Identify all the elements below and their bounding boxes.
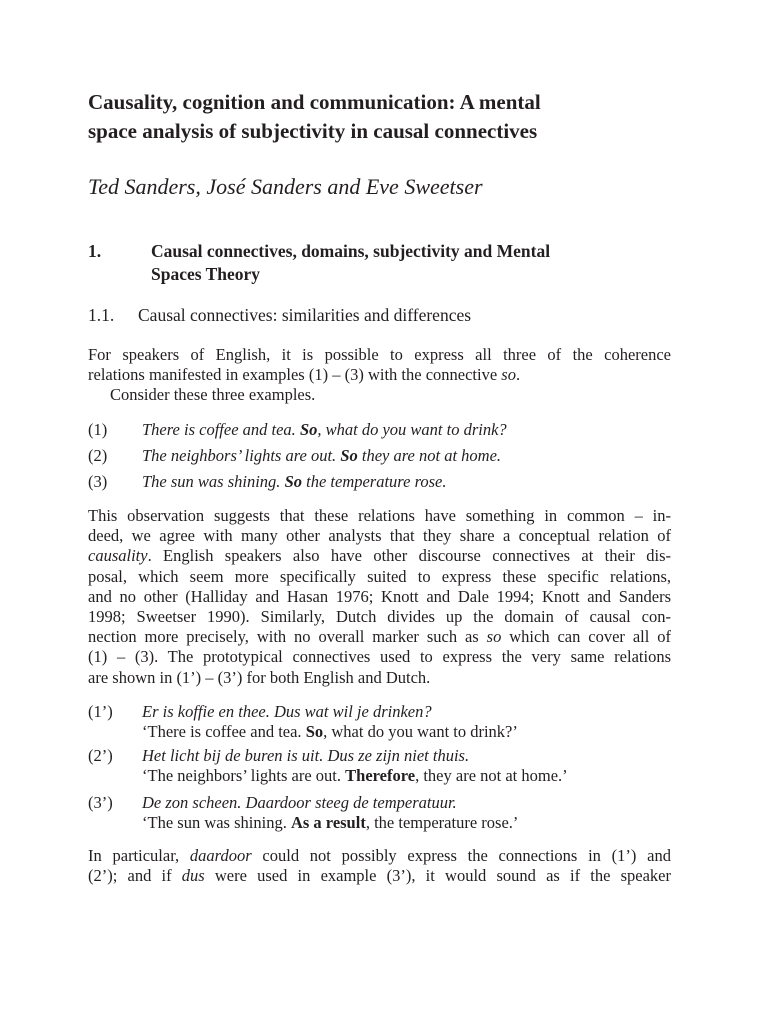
text-line: For speakers of English, it is possible to express all three of the coherence <box>88 345 671 364</box>
text-run: The sun was shining. <box>142 472 285 491</box>
text-run: In particular, <box>88 846 190 865</box>
example-2 <box>88 446 688 466</box>
connective-term: So <box>299 420 318 439</box>
text-run: , what do you want to drink? <box>317 420 507 439</box>
paragraph-1 <box>88 345 671 406</box>
dutch-text: Er is koffie en thee. Dus wat wil je drinken? <box>142 702 432 721</box>
text-run: , the temperature rose.’ <box>365 813 519 832</box>
paragraph-3 <box>88 846 671 886</box>
section-title-line-1: Causal connectives, domains, subjectivity and Mental <box>151 241 551 261</box>
text-run: (2’); and if <box>88 866 182 886</box>
english-gloss <box>142 813 688 833</box>
connective-term: Therefore <box>345 766 416 785</box>
text-run: , they are not at home.’ <box>415 766 568 785</box>
example-number: (3) <box>88 472 108 491</box>
example-number: (2’) <box>88 746 113 765</box>
text-line: Consider these three examples. <box>110 385 316 405</box>
text-line: This observation suggests that these relations have something in common – in- <box>88 506 671 525</box>
text-line: 1998; Sweetser 1990). Similarly, Dutch divides up the domain of causal con- <box>88 607 671 627</box>
text-run: The neighbors’ lights are out. <box>142 446 341 465</box>
section-title-line-2: Spaces Theory <box>151 264 261 284</box>
connective-term: So <box>284 472 302 491</box>
text-run: nection more precisely, with no overall marker such as <box>88 627 487 647</box>
example-text <box>142 472 688 492</box>
example-number: (1’) <box>88 702 113 721</box>
connective-term: As a result <box>290 813 366 832</box>
authors: Ted Sanders, José Sanders and Eve Sweetser <box>88 174 483 199</box>
example-text <box>142 420 688 440</box>
text-run: There is coffee and tea. <box>142 420 300 439</box>
emphasis-term: causality <box>88 546 148 566</box>
text-run: the temperature rose. <box>302 472 447 491</box>
text-run: ‘The sun was shining. <box>142 813 291 832</box>
example-number: (3’) <box>88 793 113 812</box>
example-3 <box>88 472 688 492</box>
text-line: (1) – (3). The prototypical connectives used to express the very same relations <box>88 647 671 667</box>
text-line <box>88 627 671 647</box>
dutch-text: De zon scheen. Daardoor steeg de temperatuur. <box>142 793 457 812</box>
paper-title <box>88 88 708 146</box>
text-line: and no other (Halliday and Hasan 1976; Knott and Dale 1994; Knott and Sanders <box>88 586 671 606</box>
text-run: they are not at home. <box>357 446 502 465</box>
section-number: 1. <box>88 241 102 261</box>
text-line: deed, we agree with many other analysts that they share a conceptual relation of <box>88 526 671 546</box>
text-line <box>88 365 671 385</box>
dutch-example-1 <box>88 702 688 742</box>
subsection-number: 1.1. <box>88 305 115 325</box>
example-text <box>142 446 688 466</box>
connective-term: dus <box>181 866 205 886</box>
paragraph-2 <box>88 506 671 688</box>
connective-term: so <box>486 627 502 647</box>
text-run: which can cover all of <box>501 627 671 647</box>
text-run: ‘The neighbors’ lights are out. <box>142 766 346 785</box>
connective-term: so <box>501 365 516 385</box>
text-run: . <box>515 365 521 385</box>
subsection-title: Causal connectives: similarities and differences <box>138 305 472 325</box>
english-gloss <box>142 722 688 742</box>
english-gloss <box>142 766 688 786</box>
text-line <box>88 546 671 566</box>
connective-term: So <box>340 446 358 465</box>
dutch-example-3 <box>88 793 688 833</box>
connective-term: So <box>305 722 324 741</box>
text-run: , what do you want to drink?’ <box>323 722 518 741</box>
dutch-text: Het licht bij de buren is uit. Dus ze zijn niet thuis. <box>142 746 470 765</box>
text-run: were used in example (3’), it would sound as if the speaker <box>204 866 671 886</box>
text-line <box>88 866 671 886</box>
connective-term: daardoor <box>189 846 252 865</box>
subsection-heading <box>88 304 471 327</box>
example-number: (1) <box>88 420 108 439</box>
text-run: ‘There is coffee and tea. <box>142 722 306 741</box>
text-run: relations manifested in examples (1) – (3) with the connective <box>88 365 502 385</box>
text-line <box>88 846 671 866</box>
example-1 <box>88 420 688 440</box>
example-number: (2) <box>88 446 108 465</box>
text-line: are shown in (1’) – (3’) for both English and Dutch. <box>88 667 431 687</box>
title-line-1: Causality, cognition and communication: A mental <box>88 90 541 114</box>
text-line: posal, which seem more specifically suited to express these specific relations, <box>88 566 671 586</box>
section-heading <box>88 240 688 286</box>
text-run: could not possibly express the connections in (1’) and <box>251 846 671 865</box>
title-line-2: space analysis of subjectivity in causal connectives <box>88 119 538 143</box>
text-run: . English speakers also have other discourse connectives at their dis- <box>147 546 671 566</box>
dutch-example-2 <box>88 746 688 786</box>
